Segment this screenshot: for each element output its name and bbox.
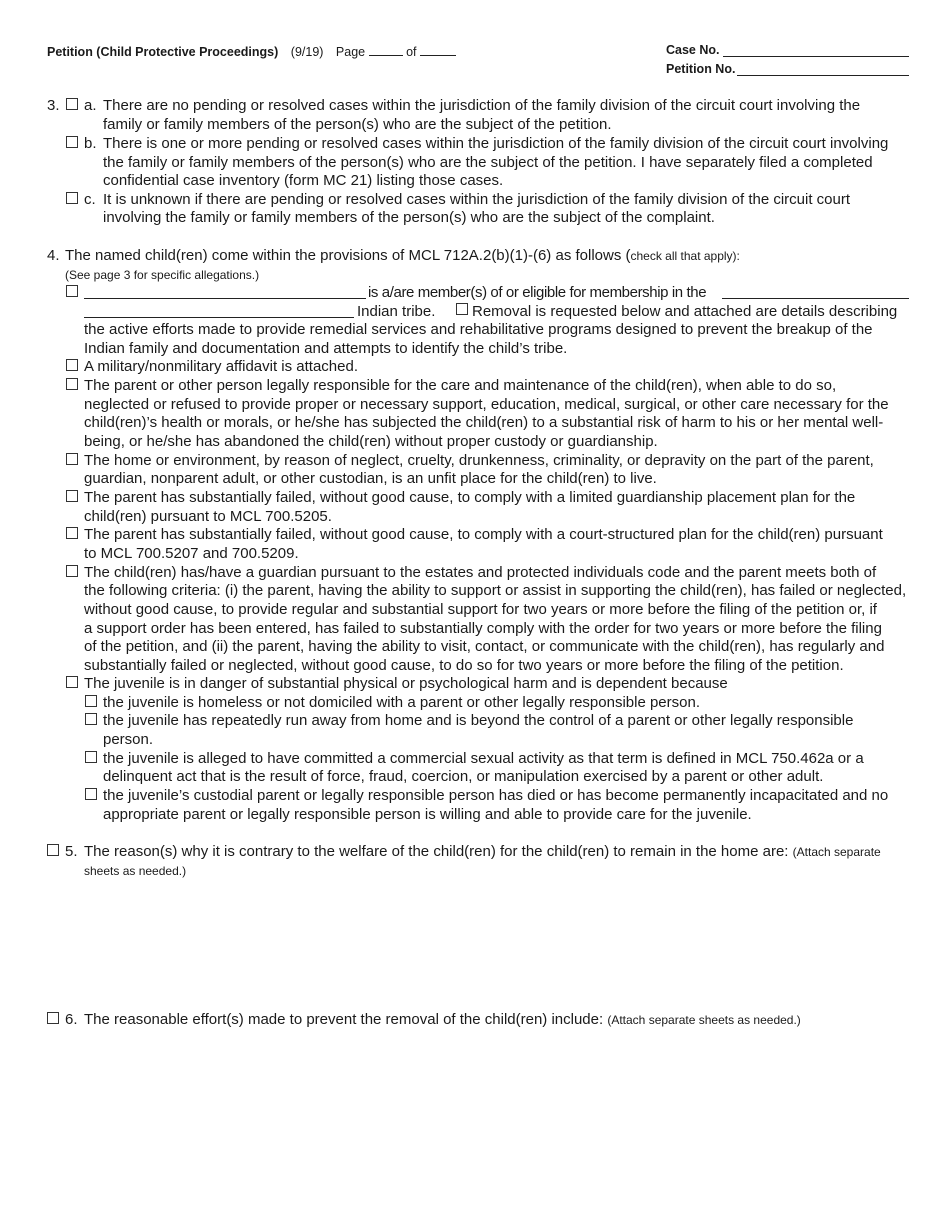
item4-tribe-checkbox[interactable] bbox=[66, 285, 78, 297]
tribe-name-field-2[interactable] bbox=[84, 317, 354, 318]
item6-text: The reasonable effort(s) made to prevent the removal of the child(ren) include: bbox=[84, 1011, 604, 1028]
item3b-text-line3: confidential case inventory (form MC 21) listing those cases. bbox=[103, 172, 504, 189]
parent-neglect-checkbox[interactable] bbox=[66, 378, 78, 390]
military-affidavit-text: A military/nonmilitary affidavit is attached. bbox=[84, 358, 359, 375]
limited-guardianship-checkbox[interactable] bbox=[66, 490, 78, 502]
item5-text-wrap bbox=[84, 843, 881, 862]
tribe-name-field-1[interactable] bbox=[722, 298, 909, 299]
item3a-letter: a. bbox=[84, 97, 97, 114]
child-names-field[interactable] bbox=[84, 298, 366, 299]
of-label: of bbox=[406, 45, 417, 59]
item6-number: 6. bbox=[65, 1011, 78, 1028]
juvenile-parent-died-checkbox[interactable] bbox=[85, 788, 97, 800]
juvenile-parent-died-line1: the juvenile’s custodial parent or legally responsible person has died or has become permanently incapacitated and no bbox=[103, 787, 889, 804]
page-number-field[interactable] bbox=[369, 43, 403, 56]
home-environment-line2: guardian, nonparent adult, or other custodian, is an unfit place for the child(ren) to live. bbox=[84, 470, 657, 487]
parent-neglect-line4: being, or he/she has abandoned the child(ren) without proper custody or guardianship. bbox=[84, 433, 658, 450]
juvenile-sexual-activity-line2: delinquent act that is the result of force, fraud, coercion, or manipulation exercised by a parent or other adult. bbox=[103, 768, 824, 785]
juvenile-homeless-checkbox[interactable] bbox=[85, 695, 97, 707]
item3a-checkbox[interactable] bbox=[66, 98, 78, 110]
item3c-text-line2: involving the family or family members of the person(s) who are the subject of the complaint. bbox=[103, 209, 715, 226]
juvenile-sexual-activity-checkbox[interactable] bbox=[85, 751, 97, 763]
home-environment-checkbox[interactable] bbox=[66, 453, 78, 465]
item3c-letter: c. bbox=[84, 191, 96, 208]
case-no-label: Case No. bbox=[666, 43, 720, 57]
parent-neglect-line2: neglected or refused to provide proper or necessary support, education, medical, surgical, or other care necessary for the bbox=[84, 396, 889, 413]
item4-tribe-text-line1: is a/are member(s) of or eligible for membership in the bbox=[368, 284, 707, 301]
item4-tribe-text-line4: Indian family and documentation and attempts to identify the child’s tribe. bbox=[84, 340, 568, 357]
juvenile-homeless-text: the juvenile is homeless or not domiciled with a parent or other legally responsible person. bbox=[103, 694, 700, 711]
item3b-text-line1: There is one or more pending or resolved cases within the jurisdiction of the family division of the circuit court involving bbox=[103, 135, 889, 152]
item6-note: (Attach separate sheets as needed.) bbox=[607, 1013, 801, 1027]
guardian-criteria-checkbox[interactable] bbox=[66, 565, 78, 577]
item6-checkbox[interactable] bbox=[47, 1012, 59, 1024]
guardian-line3: without good cause, to provide regular and substantial support for two years or more before the filing of the petition or, if bbox=[84, 601, 877, 618]
item6-response-area[interactable] bbox=[84, 1035, 909, 1205]
juvenile-sexual-activity-line1: the juvenile is alleged to have committed a commercial sexual activity as that term is defined in MCL 750.462a or a bbox=[103, 750, 864, 767]
petition-no-label: Petition No. bbox=[666, 62, 736, 76]
guardian-line4: a support order has been entered, has failed to substantially comply with the order for two years or more before the filing bbox=[84, 620, 882, 637]
form-header bbox=[47, 43, 456, 59]
item3c-checkbox[interactable] bbox=[66, 192, 78, 204]
item4-tribe-text-line2: Indian tribe. bbox=[357, 303, 436, 320]
juvenile-danger-text: The juvenile is in danger of substantial physical or psychological harm and is dependent because bbox=[84, 675, 728, 692]
home-environment-line1: The home or environment, by reason of neglect, cruelty, drunkenness, criminality, or depravity on the part of the parent, bbox=[84, 452, 874, 469]
guardian-line6: substantially failed or neglected, without good cause, to do so for two years or more before the filing of the petition. bbox=[84, 657, 844, 674]
item4-intro bbox=[65, 247, 740, 266]
case-no-field[interactable] bbox=[723, 56, 909, 57]
juvenile-parent-died-line2: appropriate parent or legally responsible person is willing and able to provide care for the juvenile. bbox=[103, 806, 752, 823]
item5-note-line1: (Attach separate bbox=[792, 845, 881, 859]
parent-neglect-line3: child(ren)’s health or morals, or he/she has subjected the child(ren) to a substantial risk of harm to his or her mental well- bbox=[84, 414, 884, 431]
form-version: (9/19) bbox=[290, 45, 324, 59]
item4-see-page: (See page 3 for specific allegations.) bbox=[65, 268, 260, 282]
item5-checkbox[interactable] bbox=[47, 844, 59, 856]
item5-note-line2: sheets as needed.) bbox=[84, 864, 187, 878]
removal-requested-checkbox[interactable] bbox=[456, 303, 468, 315]
juvenile-runaway-checkbox[interactable] bbox=[85, 713, 97, 725]
guardian-line5: of the petition, and (ii) the parent, having the ability to visit, contact, or communicate with the child(ren), has regularly and bbox=[84, 638, 885, 655]
item3a-text-line1: There are no pending or resolved cases within the jurisdiction of the family division of the circuit court involving the bbox=[103, 97, 861, 114]
item3b-checkbox[interactable] bbox=[66, 136, 78, 148]
guardian-line2: the following criteria: (i) the parent, having the ability to support or assist in supporting the child(ren), has failed or neglected, bbox=[84, 582, 907, 599]
item3b-letter: b. bbox=[84, 135, 97, 152]
item4-intro-text: The named child(ren) come within the provisions of MCL 712A.2(b)(1)-(6) as follows ( bbox=[65, 247, 631, 264]
parent-neglect-line1: The parent or other person legally responsible for the care and maintenance of the child(ren), when able to do so, bbox=[84, 377, 837, 394]
limited-guardianship-line2: child(ren) pursuant to MCL 700.5205. bbox=[84, 508, 332, 525]
page-label: Page bbox=[335, 45, 366, 59]
item3a-text-line2: family or family members of the person(s) who are the subject of the petition. bbox=[103, 116, 612, 133]
item5-number: 5. bbox=[65, 843, 78, 860]
juvenile-runaway-line1: the juvenile has repeatedly run away from home and is beyond the control of a parent or other legally responsible bbox=[103, 712, 854, 729]
removal-text: Removal is requested below and attached are details describing bbox=[472, 303, 898, 320]
court-structured-line1: The parent has substantially failed, without good cause, to comply with a court-structured plan for the child(ren) pursuant bbox=[84, 526, 883, 543]
petition-no-field[interactable] bbox=[737, 75, 909, 76]
item3c-text-line1: It is unknown if there are pending or resolved cases within the jurisdiction of the family division of the circuit court bbox=[103, 191, 851, 208]
juvenile-danger-checkbox[interactable] bbox=[66, 676, 78, 688]
limited-guardianship-line1: The parent has substantially failed, without good cause, to comply with a limited guardianship placement plan for the bbox=[84, 489, 856, 506]
item4-number: 4. bbox=[47, 247, 60, 264]
court-structured-plan-checkbox[interactable] bbox=[66, 527, 78, 539]
item4-tribe-text-line3: the active efforts made to provide remedial services and rehabilitative programs designed to prevent the breakup of the bbox=[84, 321, 873, 338]
juvenile-runaway-line2: person. bbox=[103, 731, 154, 748]
item5-response-area[interactable] bbox=[84, 885, 909, 995]
item5-text: The reason(s) why it is contrary to the welfare of the child(ren) for the child(ren) to remain in the home are: bbox=[84, 843, 789, 860]
military-affidavit-checkbox[interactable] bbox=[66, 359, 78, 371]
court-structured-line2: to MCL 700.5207 and 700.5209. bbox=[84, 545, 299, 562]
item4-intro-note: check all that apply): bbox=[630, 249, 740, 263]
item3b-text-line2: the family or family members of the person(s) who are the subject of the petition. I have separately filed a completed bbox=[103, 154, 873, 171]
page-total-field[interactable] bbox=[420, 43, 456, 56]
item6-text-wrap bbox=[84, 1011, 801, 1030]
guardian-line1: The child(ren) has/have a guardian pursuant to the estates and protected individuals code and the parent meets both of bbox=[84, 564, 877, 581]
form-title: Petition (Child Protective Proceedings) bbox=[47, 45, 279, 59]
item3-number: 3. bbox=[47, 97, 60, 114]
